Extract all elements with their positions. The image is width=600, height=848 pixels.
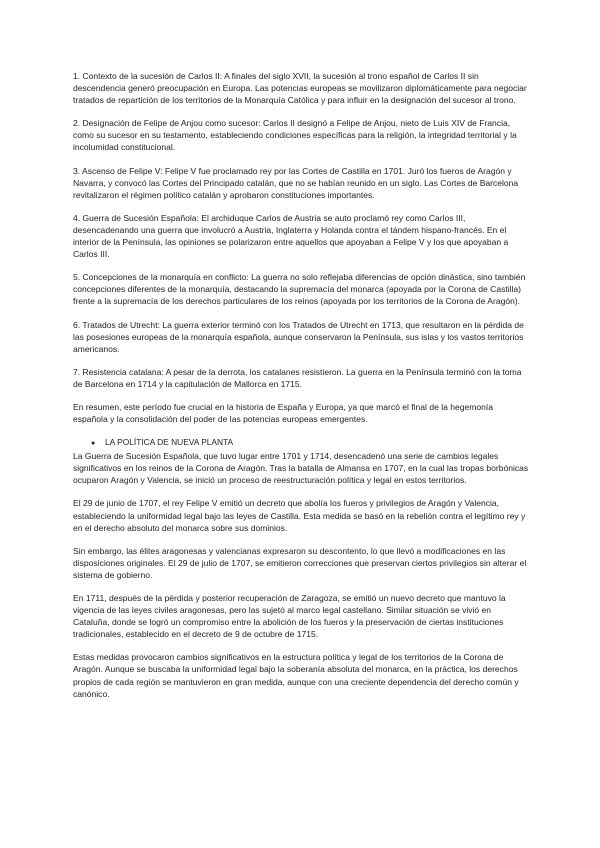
- numbered-point-7: 7. Resistencia catalana: A pesar de la derrota, los catalanes resistieron. La guerra en la Península terminó con la toma de Barcelona en 1714 y la capitulación de Mallorca en 1715.: [73, 366, 522, 389]
- section-paragraph-4: En 1711, después de la pérdida y posterior recuperación de Zaragoza, se emitió un nuevo decreto que mantuvo la vigencia de las leyes civiles aragonesas, pero las sujetó al marco legal castellano. Similar situación se vivió en Cataluña, donde se logró un compromiso entre la abolición de los fueros y la preservación de ciertas instituciones tradicionales, establecido en el decreto de 9 de octubre de 1715.: [73, 593, 506, 640]
- document-page: [73, 70, 529, 711]
- section-heading: [91, 436, 529, 450]
- section-paragraph-5: Estas medidas provocaron cambios significativos en la estructura política y legal de los territorios de la Corona de Aragón. Aunque se buscaba la uniformidad legal bajo la soberanía absoluta del monarca, en la práctica, los derechos propios de cada región se mantuvieron en gran medida, aunque con una creciente dependencia del derecho común y canónico.: [73, 652, 519, 699]
- section-paragraph-1: La Guerra de Sucesión Española, que tuvo lugar entre 1701 y 1714, desencadenó una serie de cambios legales significativos en los reinos de la Corona de Aragón. Tras la batalla de Almansa en 1707, en la cual las tropas borbónicas ocuparon Aragón y Valencia, se inició un proceso de reestructuración política y legal en estos territorios.: [73, 451, 529, 486]
- section-heading-text: LA POLÍTICA DE NUEVA PLANTA: [105, 437, 234, 448]
- numbered-point-4: 4. Guerra de Sucesión Española: El archiduque Carlos de Austria se auto proclamó rey como Carlos III, desencadenando una guerra que involucró a Austria, Inglaterra y Holanda contra el tándem hispano-francés. En el interior de la Península, las opiniones se polarizaron entre aquellos que apoyaban a Felipe V y los que apoyaban a Carlos III.: [73, 212, 509, 260]
- numbered-point-2: 2. Designación de Felipe de Anjou como sucesor: Carlos II designó a Felipe de Anjou, nieto de Luis XIV de Francia, como su sucesor en su testamento, estableciendo condiciones específicas para la religión, la integridad territorial y la incolumidad constitucional.: [73, 118, 517, 153]
- summary-paragraph: En resumen, este período fue crucial en la historia de España y Europa, ya que marcó el final de la hegemonía española y la consolidación del poder de las potencias europeas emergentes.: [73, 401, 493, 425]
- section-paragraph-2: El 29 de junio de 1707, el rey Felipe V emitió un decreto que abolía los fueros y privilegios de Aragón y Valencia, estableciendo la uniformidad legal bajo las leyes de Castilla. Esta medida se basó en la rebelión contra el legítimo rey y en el derecho absoluto del monarca sobre sus dominios.: [73, 498, 526, 533]
- numbered-point-6: 6. Tratados de Utrecht: La guerra exterior terminó con los Tratados de Utrecht en 1713, que resultaron en la pérdida de las posesiones europeas de la monarquía española, aunque conservaron la Península, sus islas y los vastos territorios americanos.: [73, 319, 524, 354]
- numbered-point-1: 1. Contexto de la sucesión de Carlos II: A finales del siglo XVII, la sucesión al trono español de Carlos II sin descendencia generó preocupación en Europa. Las potencias europeas se movilizaron diplomáticamente para negociar tratados de repartición de los territorios de la Monarquía Católica y para influir en la designación del sucesor al trono.: [73, 71, 527, 106]
- numbered-point-5: 5. Concepciones de la monarquía en conflicto: La guerra no solo reflejaba diferencias de opción dinástica, sino también concepciones diferentes de la monarquía, destacando la supremacía del monarca (apoyada por la Corona de Castilla) frente a la supremacía de los derechos particulares de los reinos (apoyada por los territorios de la Corona de Aragón).: [73, 272, 526, 307]
- numbered-point-3: 3. Ascenso de Felipe V: Felipe V fue proclamado rey por las Cortes de Castilla en 1701. Juró los fueros de Aragón y Navarra, y convocó las Cortes del Principado catalán, que no se habían reunido en un siglo. Las Cortes de Barcelona revitalizaron el régimen político catalán y aprobaron constituciones importantes.: [73, 165, 519, 200]
- section-paragraph-3: Sin embargo, las élites aragonesas y valencianas expresaron su descontento, lo que llevó a modificaciones en las disposiciones originales. El 29 de julio de 1707, se emitieron correcciones que preservan ciertos privilegios sin alterar el sistema de gobierno.: [73, 545, 527, 580]
- bullet-icon: ●: [91, 440, 96, 448]
